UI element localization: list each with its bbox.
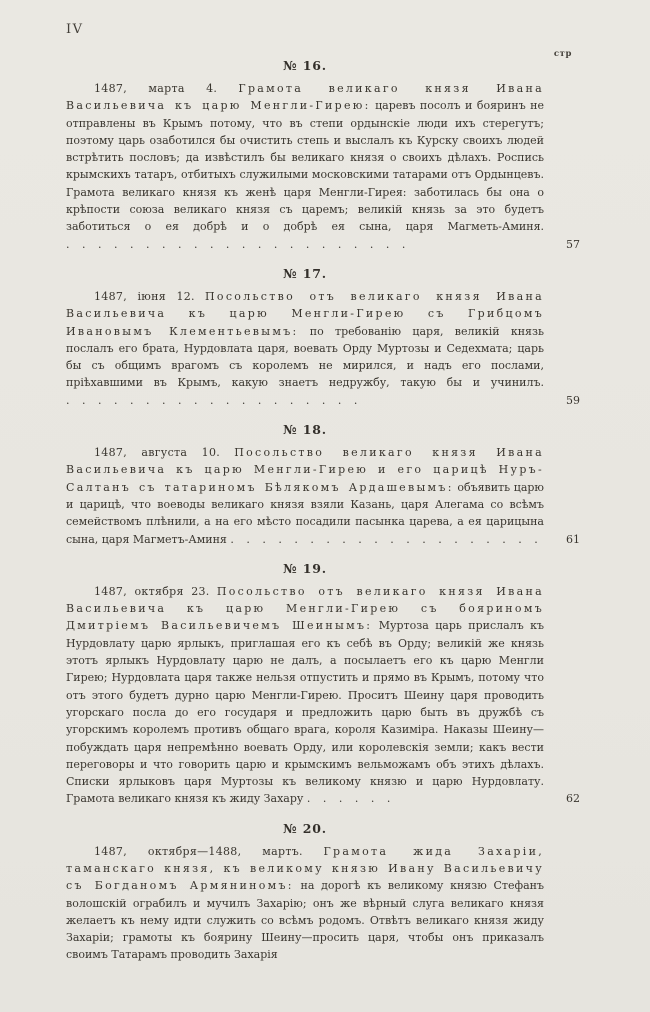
entry-paragraph — [66, 843, 544, 964]
entry-title: Грамота великаго князя Ивана Васильевича къ царю Менгли-Гирею: — [66, 82, 544, 113]
entry-page-number: 62 — [566, 792, 580, 806]
toc-content — [66, 58, 580, 966]
entry-date: 1487, марта 4. — [94, 82, 218, 95]
toc-entry-19 — [66, 560, 580, 808]
entry-paragraph — [66, 583, 580, 808]
entry-body: на дорогѣ къ великому князю Стефанъ волошскій ограбилъ и мучилъ Захарію; онъ же вѣрный слуга великаго князя желаетъ къ нему идти служить со всѣмъ родомъ. Отвѣтъ великаго князя жиду Захаріи; грамоты къ боярину Шеину—просить царя, чтобы онъ приказалъ своимъ Татарамъ проводить Захарія — [66, 879, 544, 962]
entry-title: Посольство отъ великаго князя Ивана Васильевича къ царю Менгли-Гирею съ бояриномъ Дмитріемъ Васильевичемъ Шеинымъ: — [66, 584, 544, 633]
toc-entry-20 — [66, 821, 544, 964]
entry-paragraph — [66, 288, 580, 409]
folio-number: IV — [66, 22, 84, 37]
dot-leader: . . . . . . . . . . . . . . . . . . . . — [230, 532, 539, 546]
entry-body: по требованію царя, великій князь послалъ его брата, Нурдовлата царя, воевать Орду Муртозы и Седехмата; царь бы съ общимъ врагомъ съ королемъ не мирился, и надъ его послами, пріѣхавшими въ Крымъ, какую знаетъ недружбу, такую бы и учинилъ. — [66, 324, 544, 390]
dot-leader: . . . . . . — [306, 792, 392, 806]
entry-date: 1487, августа 10. — [94, 446, 221, 460]
entry-number: № 16. — [283, 58, 327, 73]
dot-leader: . . . . . . . . . . . . . . . . . . . — [66, 393, 359, 407]
entry-body: объявить царю и царицѣ, что воеводы великаго князя взяли Казань, царя Алегама со всѣмъ семействомъ плѣнили, а на его мѣсто посадили пасынка царева, а ея царицына сына, царя Магметъ-Аминя — [66, 480, 544, 546]
toc-entry-18 — [66, 422, 580, 548]
dot-leader: . . . . . . . . . . . . . . . . . . . . . . — [66, 237, 407, 251]
entry-paragraph — [66, 444, 580, 548]
page-column-header: стр — [553, 49, 572, 59]
entry-body: царевъ посолъ и бояринъ не отправлены въ Крымъ потому, что въ степи ордынскіе люди ихъ стерегутъ; поэтому царь озаботился бы очистить степь и выслалъ къ Курску своихъ людей встрѣтить пословъ; да извѣстилъ бы великаго князя о своихъ дѣлахъ. Роспись крымскихъ татаръ, отбитыхъ служилыми московскими татарами отъ Ордынцевъ. Грамота великаго князя къ женѣ царя Менгли-Гирея: заботилась бы она о крѣпости союза великаго князя съ царемъ; великій князь за это будетъ заботиться о ея добрѣ и о добрѣ ея сына, царя Магметь-Аминя. — [66, 99, 544, 234]
entry-page-number: 59 — [566, 393, 580, 407]
entry-paragraph — [66, 80, 580, 253]
entry-number: № 19. — [283, 560, 327, 576]
entry-title: Посольство великаго князя Ивана Васильевича къ царю Менгли-Гирею и его царицѣ Нуръ-Салтанъ съ татариномъ Бѣлякомъ Ардашевымъ: — [66, 446, 544, 494]
toc-entry-16 — [66, 58, 580, 253]
entry-number: № 20. — [283, 820, 327, 836]
entry-date: 1487, октября—1488, мартъ. — [94, 844, 303, 858]
entry-date: 1487, іюня 12. — [94, 289, 195, 303]
entry-page-number: 57 — [566, 237, 580, 251]
entry-number: № 18. — [283, 422, 327, 438]
entry-title: Посольство отъ великаго князя Ивана Васильевича къ царю Менгли-Гирею съ Грибцомъ Ивановымъ Клементьевымъ: — [66, 289, 545, 338]
entry-number: № 17. — [283, 265, 327, 281]
entry-date: 1487, октября 23. — [94, 584, 210, 598]
entry-body: Муртоза царь прислалъ къ Нурдовлату царю ярлыкъ, приглашая его къ себѣ въ Орду; великій же князь этотъ ярлыкъ Нурдовлату царю не далъ, а посылаетъ его къ царю Менгли Гирею; Нурдовлата царя также нельзя отпустить и прямо въ Крымъ, потому что отъ этого будетъ дурно царю Менгли-Гирею. Проситъ Шеину царя проводить угорскаго посла до его государя и предложить царю быть въ дружбѣ съ угорскимъ королемъ противъ общаго врага, короля Казиміра. Наказы Шеину—побуждать царя непремѣнно воевать Орду, или королевскія земли; какъ вести переговоры и что говорить царю и крымскимъ вельможамъ объ этихъ дѣлахъ. Списки ярлыковъ царя Муртозы къ великому князю и царю Нурдовлату. Грамота великаго князя къ жиду Захару — [66, 619, 545, 806]
entry-page-number: 61 — [566, 532, 580, 546]
toc-entry-17 — [66, 265, 580, 409]
entry-title: Грамота жида Захаріи, таманскаго князя, къ великому князю Ивану Васильевичу съ Богданомъ Армяниномъ: — [66, 844, 545, 893]
